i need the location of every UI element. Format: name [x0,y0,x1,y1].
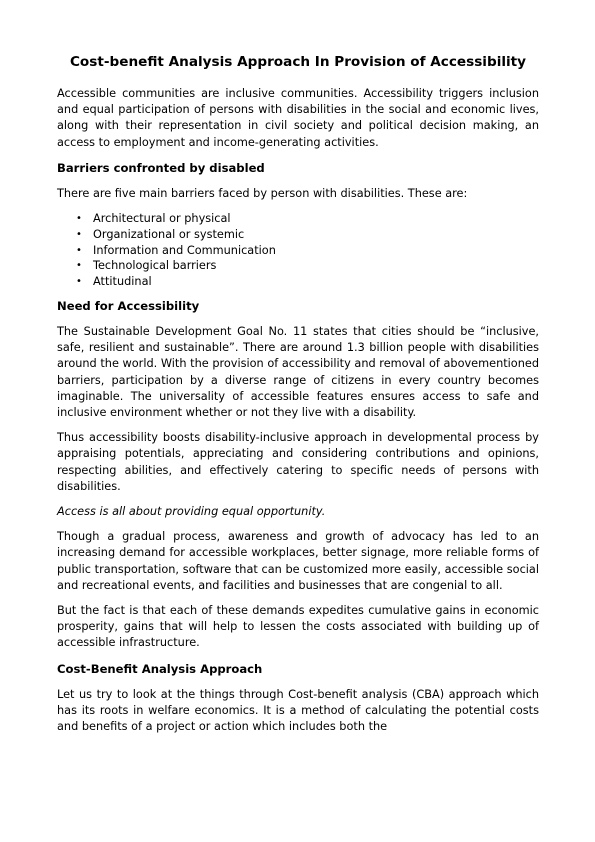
cba-paragraph-1: Let us try to look at the things through Cost-benefit analysis (CBA) approach which has its roots in welfare economics. It is a method of calculating the potential costs and benefits of a project or action which includes both the [57,687,539,734]
list-item-label: Architectural or physical [93,212,231,226]
list-item [76,227,539,243]
barriers-list [57,211,539,290]
section-heading-barriers: Barriers confronted by disabled [57,160,265,175]
list-item-label: Information and Communication [93,243,276,257]
need-paragraph-5: But the fact is that each of these demands expedites cumulative gains in economic prosperity, gains that will help to lessen the costs associated with building up of accessible infrastructure. [57,604,539,650]
need-paragraph-2: Thus accessibility boosts disability-inclusive approach in developmental process by appraising potentials, appreciating and considering contributions and opinions, respecting abilities, and effectively catering to specific needs of persons with disabilities. [57,431,539,493]
list-item [76,211,539,227]
document-page [57,52,539,744]
list-item [76,258,539,274]
list-item [76,274,539,290]
bullet-icon: • [76,244,82,256]
bullet-icon: • [76,213,82,225]
list-item [76,243,539,259]
barriers-lead-paragraph: There are five main barriers faced by person with disabilities. These are: [57,186,468,200]
list-item-label: Organizational or systemic [93,227,245,241]
list-item-label: Technological barriers [93,259,217,273]
section-heading-cba: Cost-Benefit Analysis Approach [57,661,263,676]
section-heading-need: Need for Accessibility [57,299,200,313]
list-item-label: Attitudinal [93,275,152,289]
bullet-icon: • [76,276,82,288]
need-paragraph-1: The Sustainable Development Goal No. 11 states that cities should be “inclusive, safe, resilient and sustainable”. There are around 1.3 billion people with disabilities around the world. With the provision of accessibility and removal of abovementioned barriers, participation by a diverse range of citizens in every country becomes imaginable. The universality of accessible features ensures access to safe and inclusive environment whether or not they live with a disability. [57,325,539,420]
equal-opportunity-statement: Access is all about providing equal opportunity. [57,505,326,519]
need-paragraph-4: Though a gradual process, awareness and growth of advocacy has led to an increasing demand for accessible workplaces, better signage, more reliable forms of public transportation, software that can be customized more easily, accessible social and recreational events, and facilities and businesses that are congenial to all. [57,530,539,592]
bullet-icon: • [76,260,82,272]
intro-paragraph: Accessible communities are inclusive communities. Accessibility triggers inclusion and equal participation of persons with disabilities in the social and economic lives, along with their representation in civil society and political decision making, an access to employment and income-generating activities. [57,87,539,149]
document-title: Cost-benefit Analysis Approach In Provision of Accessibility [69,54,527,70]
bullet-icon: • [76,228,82,240]
